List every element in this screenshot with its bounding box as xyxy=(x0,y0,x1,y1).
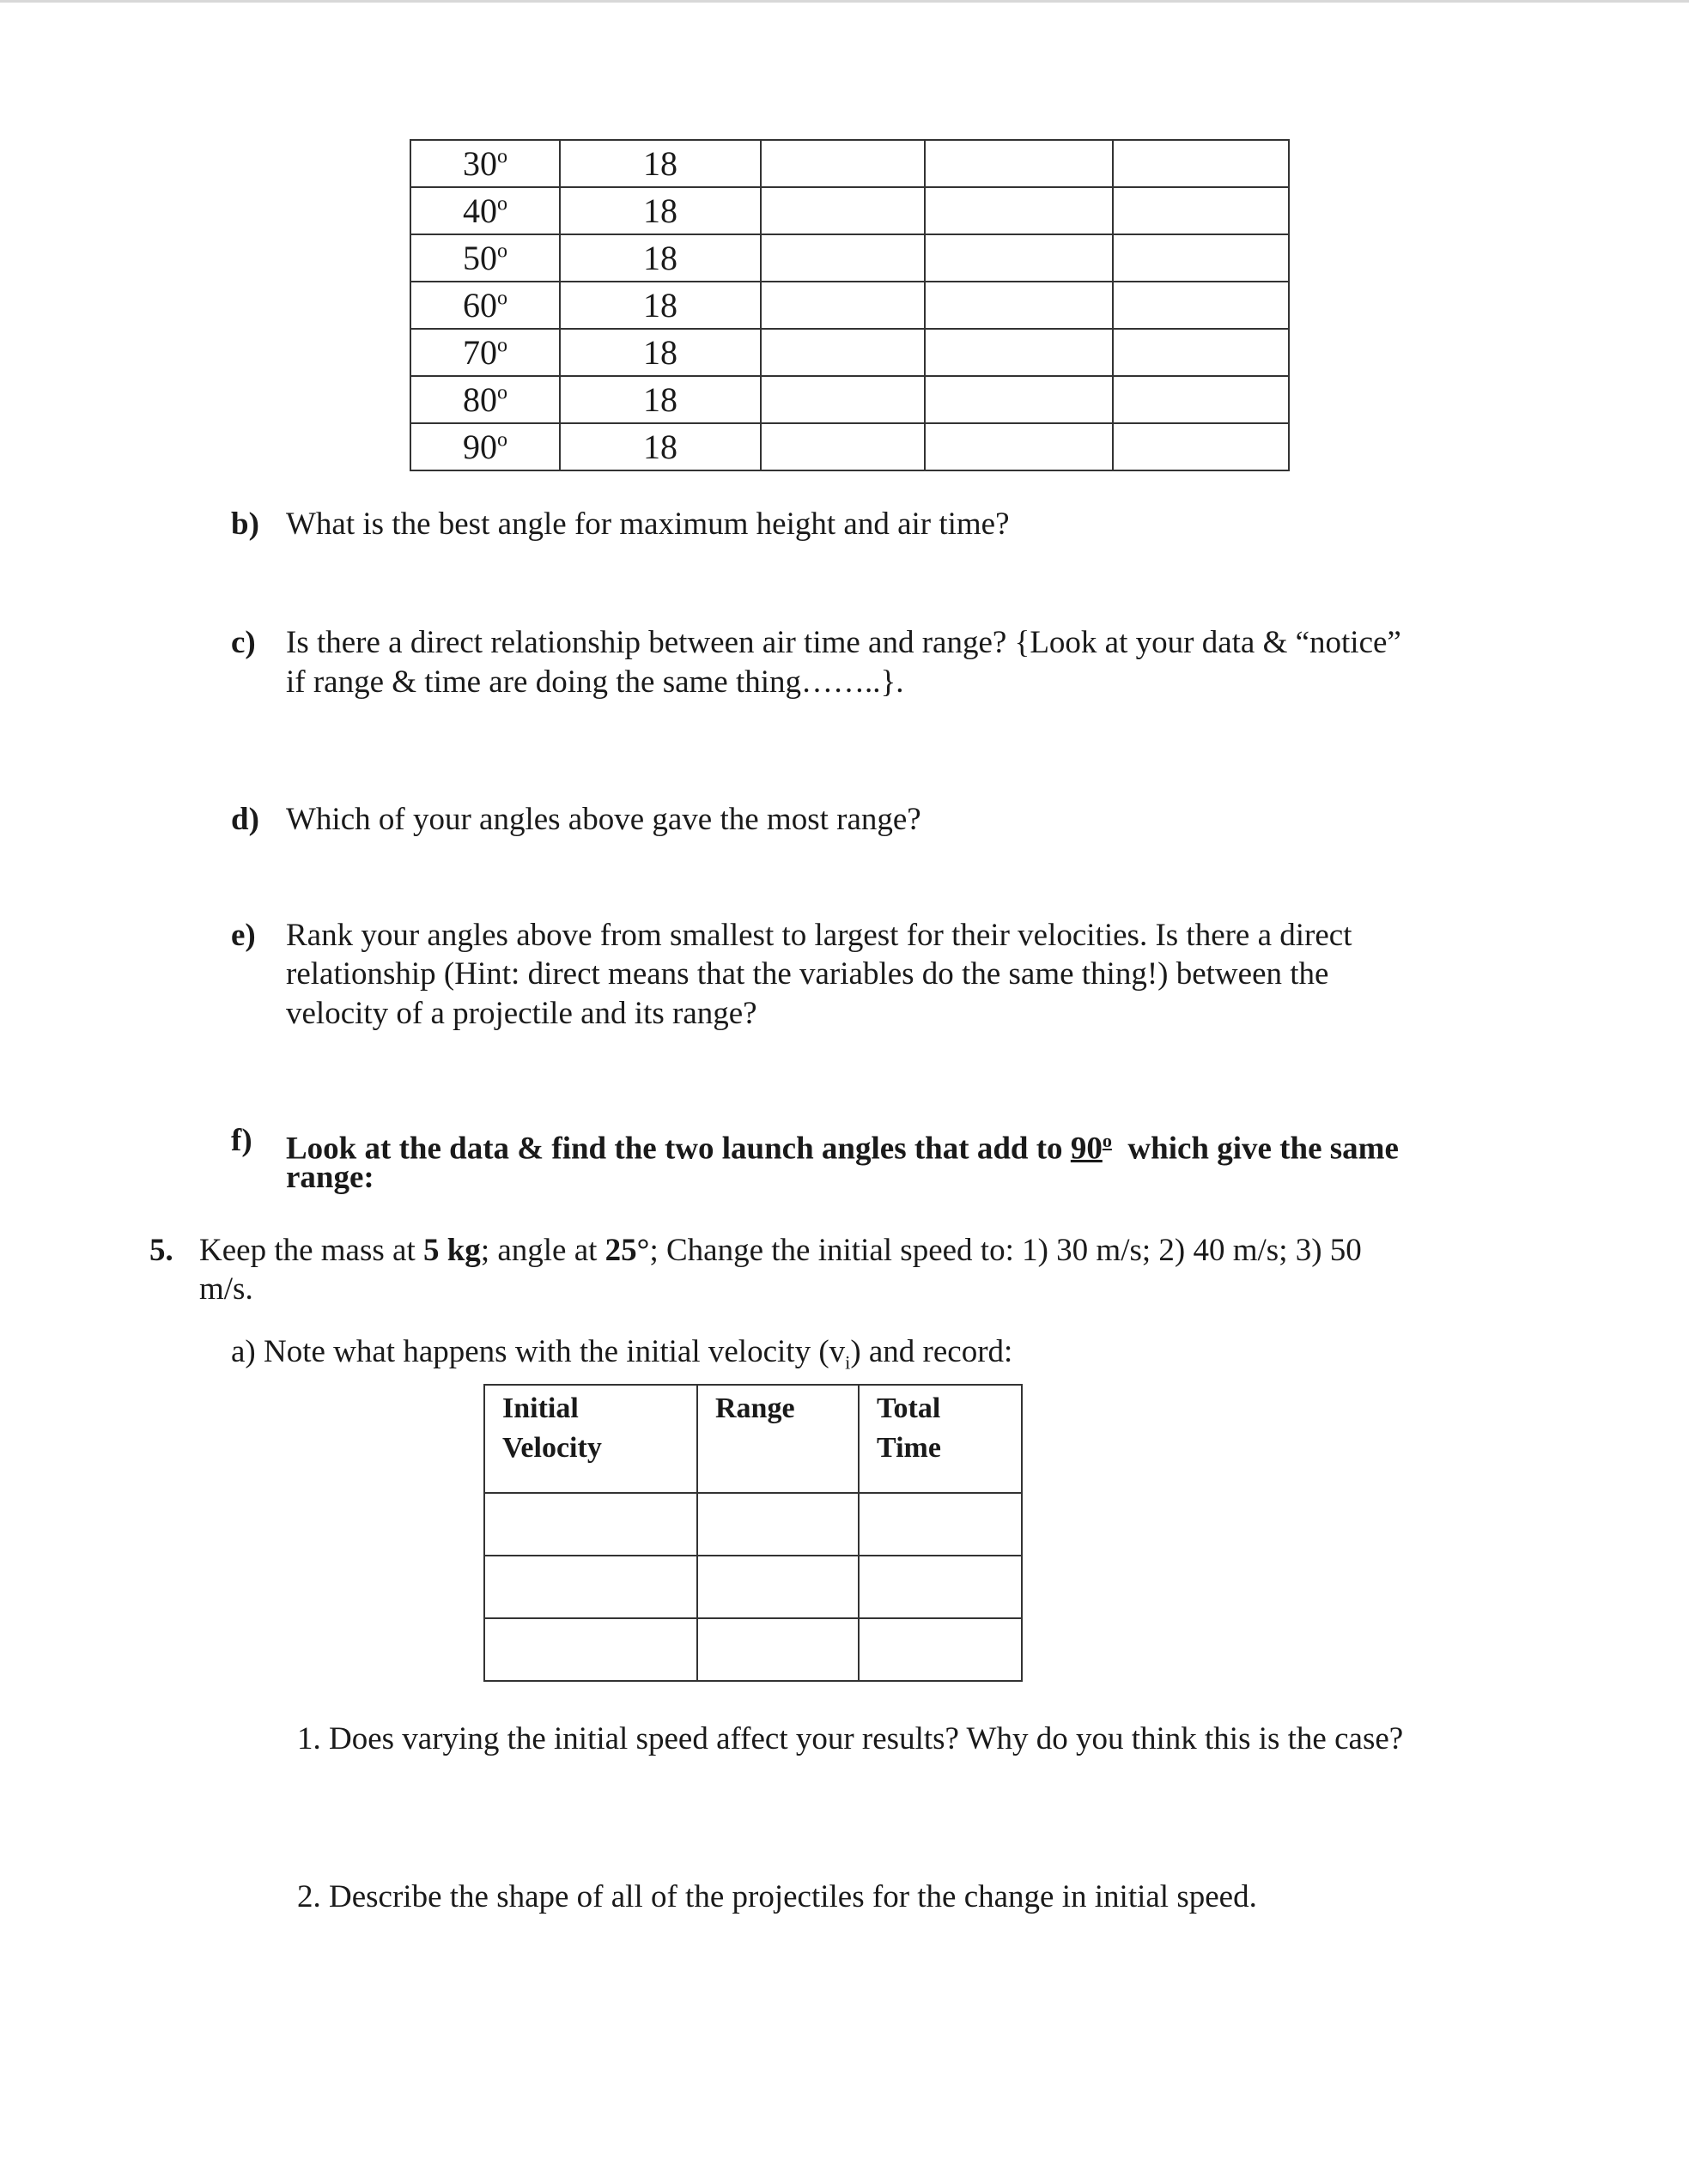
speed-cell: 18 xyxy=(560,140,761,187)
question-d-text: Which of your angles above gave the most range? xyxy=(286,802,921,837)
blank-cell[interactable] xyxy=(1113,140,1289,187)
blank-cell[interactable] xyxy=(1113,234,1289,282)
angle-cell xyxy=(410,423,560,470)
blank-cell[interactable] xyxy=(925,187,1113,234)
blank-cell[interactable] xyxy=(925,140,1113,187)
speed-cell: 18 xyxy=(560,282,761,329)
question-f-text-post: which give the same xyxy=(1111,1131,1399,1167)
question-c-line2: if range & time are doing the same thing……..}. xyxy=(286,664,904,700)
blank-cell[interactable] xyxy=(925,376,1113,423)
step-5a-instruction xyxy=(231,1332,1012,1381)
blank-cell[interactable] xyxy=(761,234,925,282)
header-total-time xyxy=(859,1385,1022,1493)
angle-value: 30 xyxy=(463,144,497,183)
question-f-line2: range: xyxy=(286,1160,374,1195)
step-5-line2: m/s. xyxy=(199,1271,253,1307)
question-e-line1: Rank your angles above from smallest to largest for their velocities. Is there a direct xyxy=(286,918,1352,953)
subscript-i: i xyxy=(845,1351,851,1374)
blank-cell[interactable] xyxy=(1113,282,1289,329)
angle-value: 50 xyxy=(463,239,497,277)
blank-cell[interactable] xyxy=(1113,329,1289,376)
table-row xyxy=(410,187,1289,234)
angle-cell xyxy=(410,140,560,187)
step-5-angle: 25° xyxy=(605,1233,650,1268)
angle-value: 80 xyxy=(463,380,497,419)
step-5-text: ; Change the initial speed to: 1) 30 m/s; 2) 40 m/s; 3) 50 xyxy=(649,1233,1362,1268)
blank-cell[interactable] xyxy=(761,140,925,187)
cell[interactable] xyxy=(697,1618,859,1681)
blank-cell[interactable] xyxy=(761,376,925,423)
question-e-label: e) xyxy=(231,918,256,953)
cell[interactable] xyxy=(484,1618,697,1681)
cell[interactable] xyxy=(697,1493,859,1556)
question-label: b) xyxy=(231,507,259,542)
header-time: Time xyxy=(877,1432,941,1464)
cell[interactable] xyxy=(484,1493,697,1556)
speed-cell: 18 xyxy=(560,423,761,470)
page-top-border xyxy=(0,0,1689,3)
degree-mark: o xyxy=(497,381,507,404)
step-5a-text-post: ) and record: xyxy=(850,1334,1013,1369)
table-row xyxy=(410,140,1289,187)
blank-cell[interactable] xyxy=(761,187,925,234)
table-row xyxy=(410,423,1289,470)
blank-cell[interactable] xyxy=(925,282,1113,329)
blank-cell[interactable] xyxy=(1113,423,1289,470)
degree-mark: o xyxy=(497,334,507,357)
degree-mark: o xyxy=(497,145,507,168)
speed-cell: 18 xyxy=(560,376,761,423)
degree-mark: o xyxy=(497,287,507,310)
step-5-line1 xyxy=(199,1231,1362,1270)
speed-cell: 18 xyxy=(560,329,761,376)
blank-cell[interactable] xyxy=(925,329,1113,376)
speed-cell: 18 xyxy=(560,187,761,234)
degree-mark: o xyxy=(497,428,507,452)
angle-value: 40 xyxy=(463,191,497,230)
step-5-number: 5. xyxy=(149,1233,173,1268)
header-total: Total xyxy=(877,1392,941,1424)
cell[interactable] xyxy=(859,1493,1022,1556)
step-5-question-1: 1. Does varying the initial speed affect your results? Why do you think this is the case? xyxy=(297,1721,1404,1756)
cell[interactable] xyxy=(484,1556,697,1618)
cell[interactable] xyxy=(697,1556,859,1618)
degree-mark: o xyxy=(1102,1130,1112,1151)
step-5a-text: a) Note what happens with the initial velocity (v xyxy=(231,1334,846,1369)
speed-cell: 18 xyxy=(560,234,761,282)
question-c-label: c) xyxy=(231,625,256,660)
blank-cell[interactable] xyxy=(761,329,925,376)
angle-cell xyxy=(410,234,560,282)
table-row xyxy=(410,234,1289,282)
question-e-line2: relationship (Hint: direct means that the variables do the same thing!) between the xyxy=(286,956,1329,992)
cell[interactable] xyxy=(859,1556,1022,1618)
angle-cell xyxy=(410,376,560,423)
blank-cell[interactable] xyxy=(761,423,925,470)
blank-cell[interactable] xyxy=(1113,187,1289,234)
question-f-angle: 90 xyxy=(1070,1131,1103,1167)
step-5-question-2: 2. Describe the shape of all of the projectiles for the change in initial speed. xyxy=(297,1879,1257,1914)
table-row xyxy=(410,329,1289,376)
angle-value: 90 xyxy=(463,428,497,466)
table-row xyxy=(410,376,1289,423)
angle-value: 60 xyxy=(463,286,497,325)
table-row xyxy=(410,282,1289,329)
question-b xyxy=(231,505,259,543)
angle-cell xyxy=(410,282,560,329)
question-f-text: Look at the data & find the two launch angles that add to xyxy=(286,1131,1071,1167)
initial-velocity-table xyxy=(483,1384,1023,1682)
header-initial-velocity: Initial Velocity xyxy=(484,1385,697,1493)
step-5-mass: 5 kg xyxy=(422,1233,481,1268)
launch-angle-table xyxy=(410,139,1290,471)
angle-value: 70 xyxy=(463,333,497,372)
step-5-text: ; angle at xyxy=(480,1233,605,1268)
blank-cell[interactable] xyxy=(925,234,1113,282)
angle-cell xyxy=(410,329,560,376)
blank-cell[interactable] xyxy=(761,282,925,329)
degree-mark: o xyxy=(497,240,507,263)
step-5-text: Keep the mass at xyxy=(199,1233,423,1268)
cell[interactable] xyxy=(859,1618,1022,1681)
blank-cell[interactable] xyxy=(1113,376,1289,423)
question-c-line1: Is there a direct relationship between air time and range? {Look at your data & “notice” xyxy=(286,625,1401,660)
question-f-label: f) xyxy=(231,1123,252,1158)
angle-cell xyxy=(410,187,560,234)
question-d-label: d) xyxy=(231,802,259,837)
header-range: Range xyxy=(697,1385,859,1493)
question-b-text: What is the best angle for maximum height and air time? xyxy=(286,507,1010,542)
question-f-line1 xyxy=(286,1121,1399,1168)
question-e-line3: velocity of a projectile and its range? xyxy=(286,996,757,1031)
blank-cell[interactable] xyxy=(925,423,1113,470)
degree-mark: o xyxy=(497,192,507,215)
